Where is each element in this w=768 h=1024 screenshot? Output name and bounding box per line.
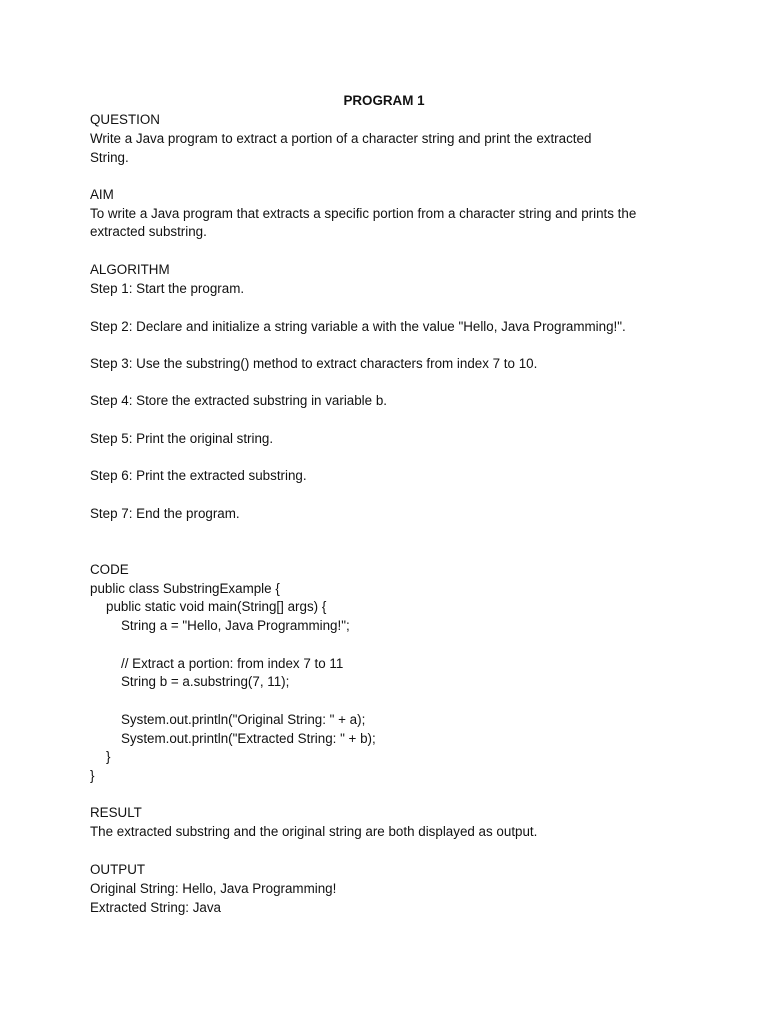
question-line: String.: [90, 150, 129, 165]
code-heading: CODE: [90, 562, 129, 577]
code-line: public class SubstringExample {: [90, 581, 280, 596]
algorithm-step: Step 1: Start the program.: [90, 281, 245, 296]
code-line: System.out.println("Original String: " + a);: [121, 712, 366, 727]
algorithm-step: Step 3: Use the substring() method to extract characters from index 7 to 10.: [90, 356, 538, 371]
question-line: Write a Java program to extract a portion of a character string and print the extracted: [90, 131, 592, 146]
output-line: Extracted String: Java: [90, 900, 221, 915]
algorithm-step: Step 7: End the program.: [90, 506, 240, 521]
algorithm-step: Step 5: Print the original string.: [90, 431, 274, 446]
code-line: String b = a.substring(7, 11);: [121, 674, 290, 689]
algorithm-heading: ALGORITHM: [90, 262, 170, 277]
code-comment: // Extract a portion: from index 7 to 11: [121, 656, 344, 671]
code-line: }: [106, 749, 111, 764]
aim-heading: AIM: [90, 187, 114, 202]
code-line: public static void main(String[] args) {: [106, 599, 327, 614]
output-line: Original String: Hello, Java Programming!: [90, 881, 337, 896]
code-line: }: [90, 768, 95, 783]
aim-line: extracted substring.: [90, 224, 207, 239]
document-title: PROGRAM 1: [343, 93, 425, 108]
aim-line: To write a Java program that extracts a specific portion from a character string and prints the: [90, 206, 637, 221]
result-line: The extracted substring and the original string are both displayed as output.: [90, 824, 538, 839]
algorithm-step: Step 4: Store the extracted substring in variable b.: [90, 393, 387, 408]
code-line: System.out.println("Extracted String: " + b);: [121, 731, 376, 746]
question-heading: QUESTION: [90, 112, 160, 127]
result-heading: RESULT: [90, 805, 142, 820]
output-heading: OUTPUT: [90, 862, 146, 877]
algorithm-step: Step 6: Print the extracted substring.: [90, 468, 307, 483]
algorithm-step: Step 2: Declare and initialize a string variable a with the value "Hello, Java Programming!".: [90, 319, 626, 334]
code-line: String a = "Hello, Java Programming!";: [121, 618, 350, 633]
